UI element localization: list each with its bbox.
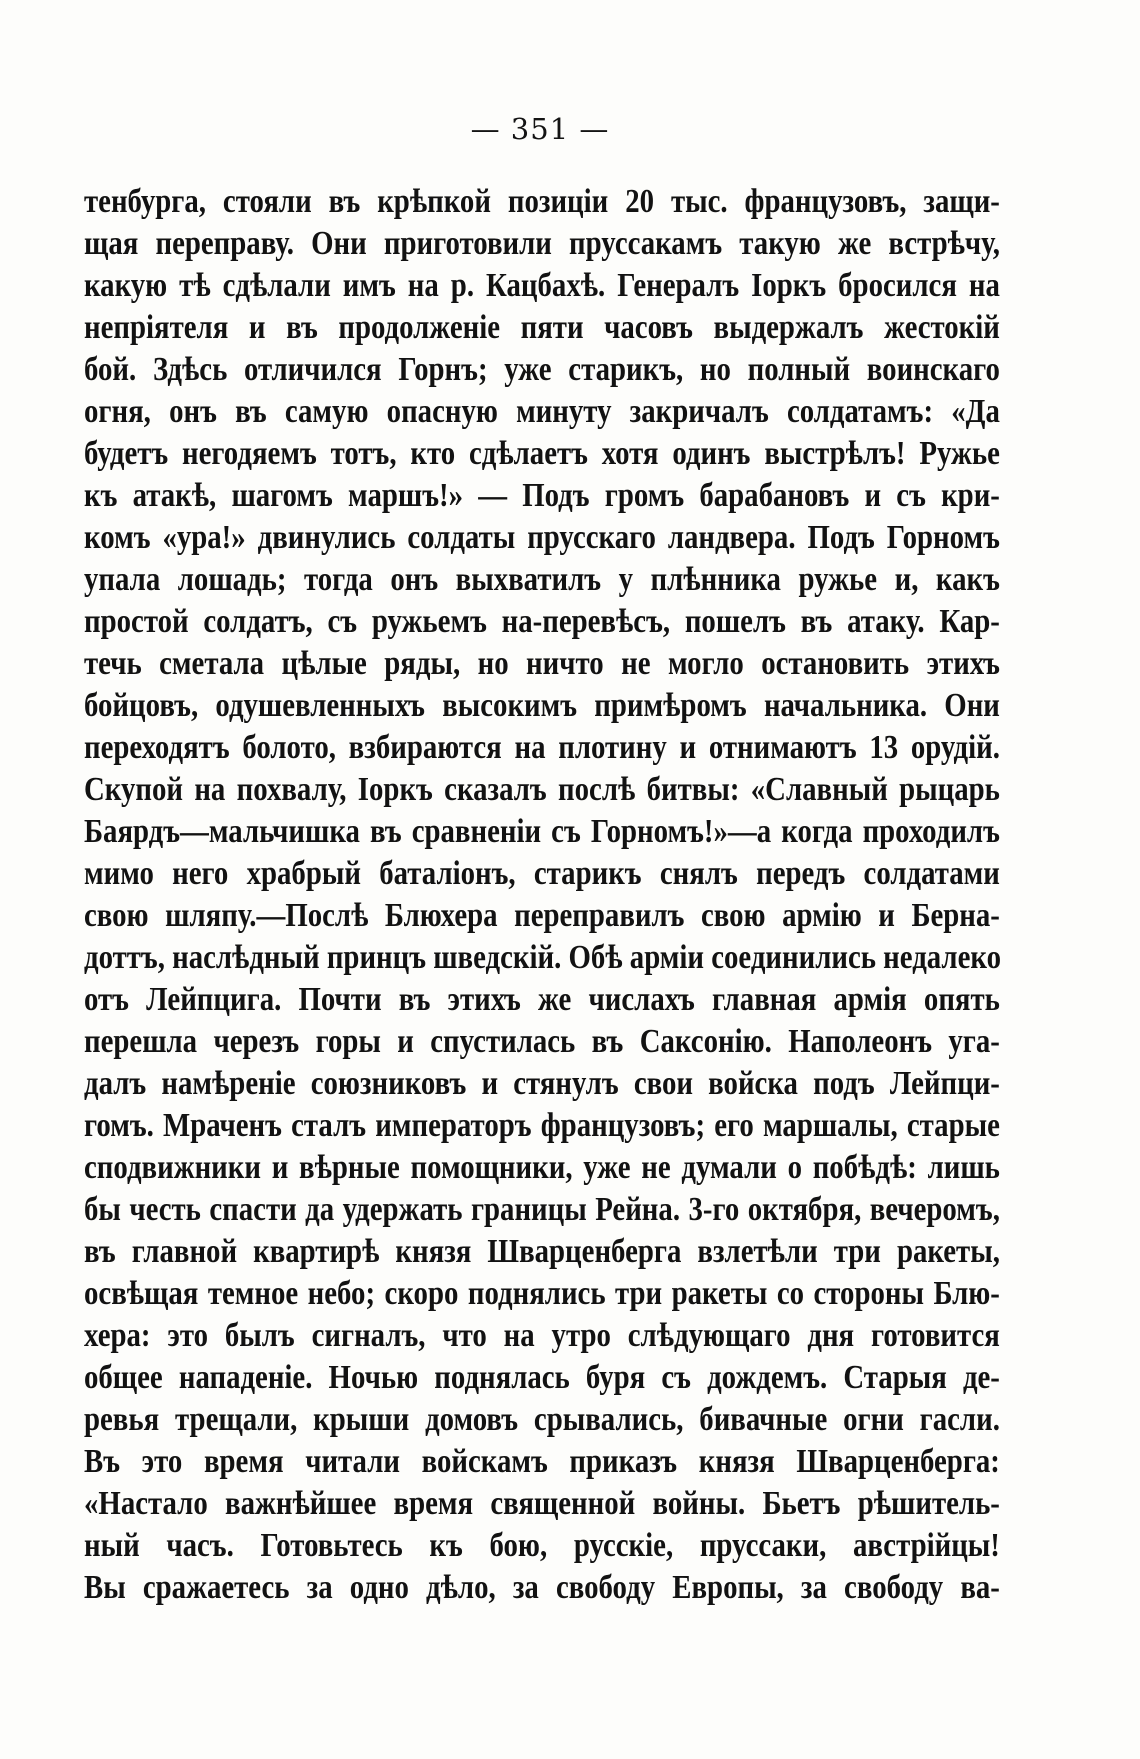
text-line: будетъ негодяемъ тотъ, кто сдѣлаетъ хотя одинъ выстрѣлъ! Ружье — [84, 435, 1000, 472]
text-line: общее нападеніе. Ночью поднялась буря съ дождемъ. Старыя де- — [84, 1359, 1000, 1396]
text-line: ревья трещали, крыши домовъ срывались, бивачные огни гасли. — [84, 1401, 1000, 1438]
text-line: перешла черезъ горы и спустилась въ Саксонію. Наполеонъ уга- — [84, 1023, 1000, 1060]
text-line: хера: это былъ сигналъ, что на утро слѣдующаго дня готовится — [84, 1317, 1000, 1354]
text-line: сподвижники и вѣрные помощники, уже не думали о побѣдѣ: лишь — [84, 1149, 1000, 1186]
text-line: переходятъ болото, взбираются на плотину и отнимаютъ 13 орудій. — [84, 729, 1000, 766]
text-line: «Настало важнѣйшее время священной войны. Бьетъ рѣшитель- — [84, 1485, 1000, 1522]
text-line: въ главной квартирѣ князя Шварценберга взлетѣли три ракеты, — [84, 1233, 1000, 1270]
body-text — [84, 181, 1000, 1609]
text-line: доттъ, наслѣдный принцъ шведскій. Обѣ арміи соединились недалеко — [84, 939, 1002, 976]
text-line: Въ это время читали войскамъ приказъ князя Шварценберга: — [84, 1443, 1000, 1480]
text-line: огня, онъ въ самую опасную минуту закричалъ солдатамъ: «Да — [84, 393, 1000, 430]
text-line: гомъ. Мраченъ сталъ императоръ французовъ; его маршалы, старые — [84, 1107, 1000, 1144]
text-line: течь сметала цѣлые ряды, но ничто не могло остановить этихъ — [84, 645, 1000, 682]
text-line: свою шляпу.—Послѣ Блюхера переправилъ свою армію и Берна- — [84, 897, 1000, 934]
text-line: Скупой на похвалу, Іоркъ сказалъ послѣ битвы: «Славный рыцарь — [84, 771, 1000, 808]
text-line: Баярдъ—мальчишка въ сравненіи съ Горномъ!»—а когда проходилъ — [84, 813, 1000, 850]
text-line: мимо него храбрый баталіонъ, старикъ снялъ передъ солдатами — [84, 855, 1000, 892]
text-line: какую тѣ сдѣлали имъ на р. Кацбахѣ. Генералъ Іоркъ бросился на — [84, 267, 1000, 304]
text-line: бой. Здѣсь отличился Горнъ; уже старикъ, но полный воинскаго — [84, 351, 1000, 388]
text-line: простой солдатъ, съ ружьемъ на-перевѣсъ, пошелъ въ атаку. Кар- — [84, 603, 1000, 640]
text-line: отъ Лейпцига. Почти въ этихъ же числахъ главная армія опять — [84, 981, 1000, 1018]
text-line: ный часъ. Готовьтесь къ бою, русскіе, пруссаки, австрійцы! — [84, 1527, 1000, 1564]
page-number: — 351 — — [470, 112, 610, 146]
text-line: щая переправу. Они приготовили пруссакамъ такую же встрѣчу, — [84, 225, 1000, 262]
text-line: комъ «ура!» двинулись солдаты прусскаго ландвера. Подъ Горномъ — [84, 519, 1000, 556]
text-line: бы честь спасти да удержать границы Рейна. 3-го октября, вечеромъ, — [84, 1191, 1000, 1228]
text-line: тенбурга, стояли въ крѣпкой позиціи 20 тыс. французовъ, защи- — [84, 183, 1000, 220]
text-line: непріятеля и въ продолженіе пяти часовъ выдержалъ жестокій — [84, 309, 1000, 346]
text-line: Вы сражаетесь за одно дѣло, за свободу Европы, за свободу ва- — [84, 1569, 1000, 1606]
text-line: упала лошадь; тогда онъ выхватилъ у плѣнника ружье и, какъ — [84, 561, 1000, 598]
text-line: далъ намѣреніе союзниковъ и стянулъ свои войска подъ Лейпци- — [84, 1065, 1000, 1102]
text-line: къ атакѣ, шагомъ маршъ!» — Подъ громъ барабановъ и съ кри- — [84, 477, 1000, 514]
text-line: освѣщая темное небо; скоро поднялись три ракеты со стороны Блю- — [84, 1275, 1000, 1312]
text-line: бойцовъ, одушевленныхъ высокимъ примѣромъ начальника. Они — [84, 687, 1000, 724]
